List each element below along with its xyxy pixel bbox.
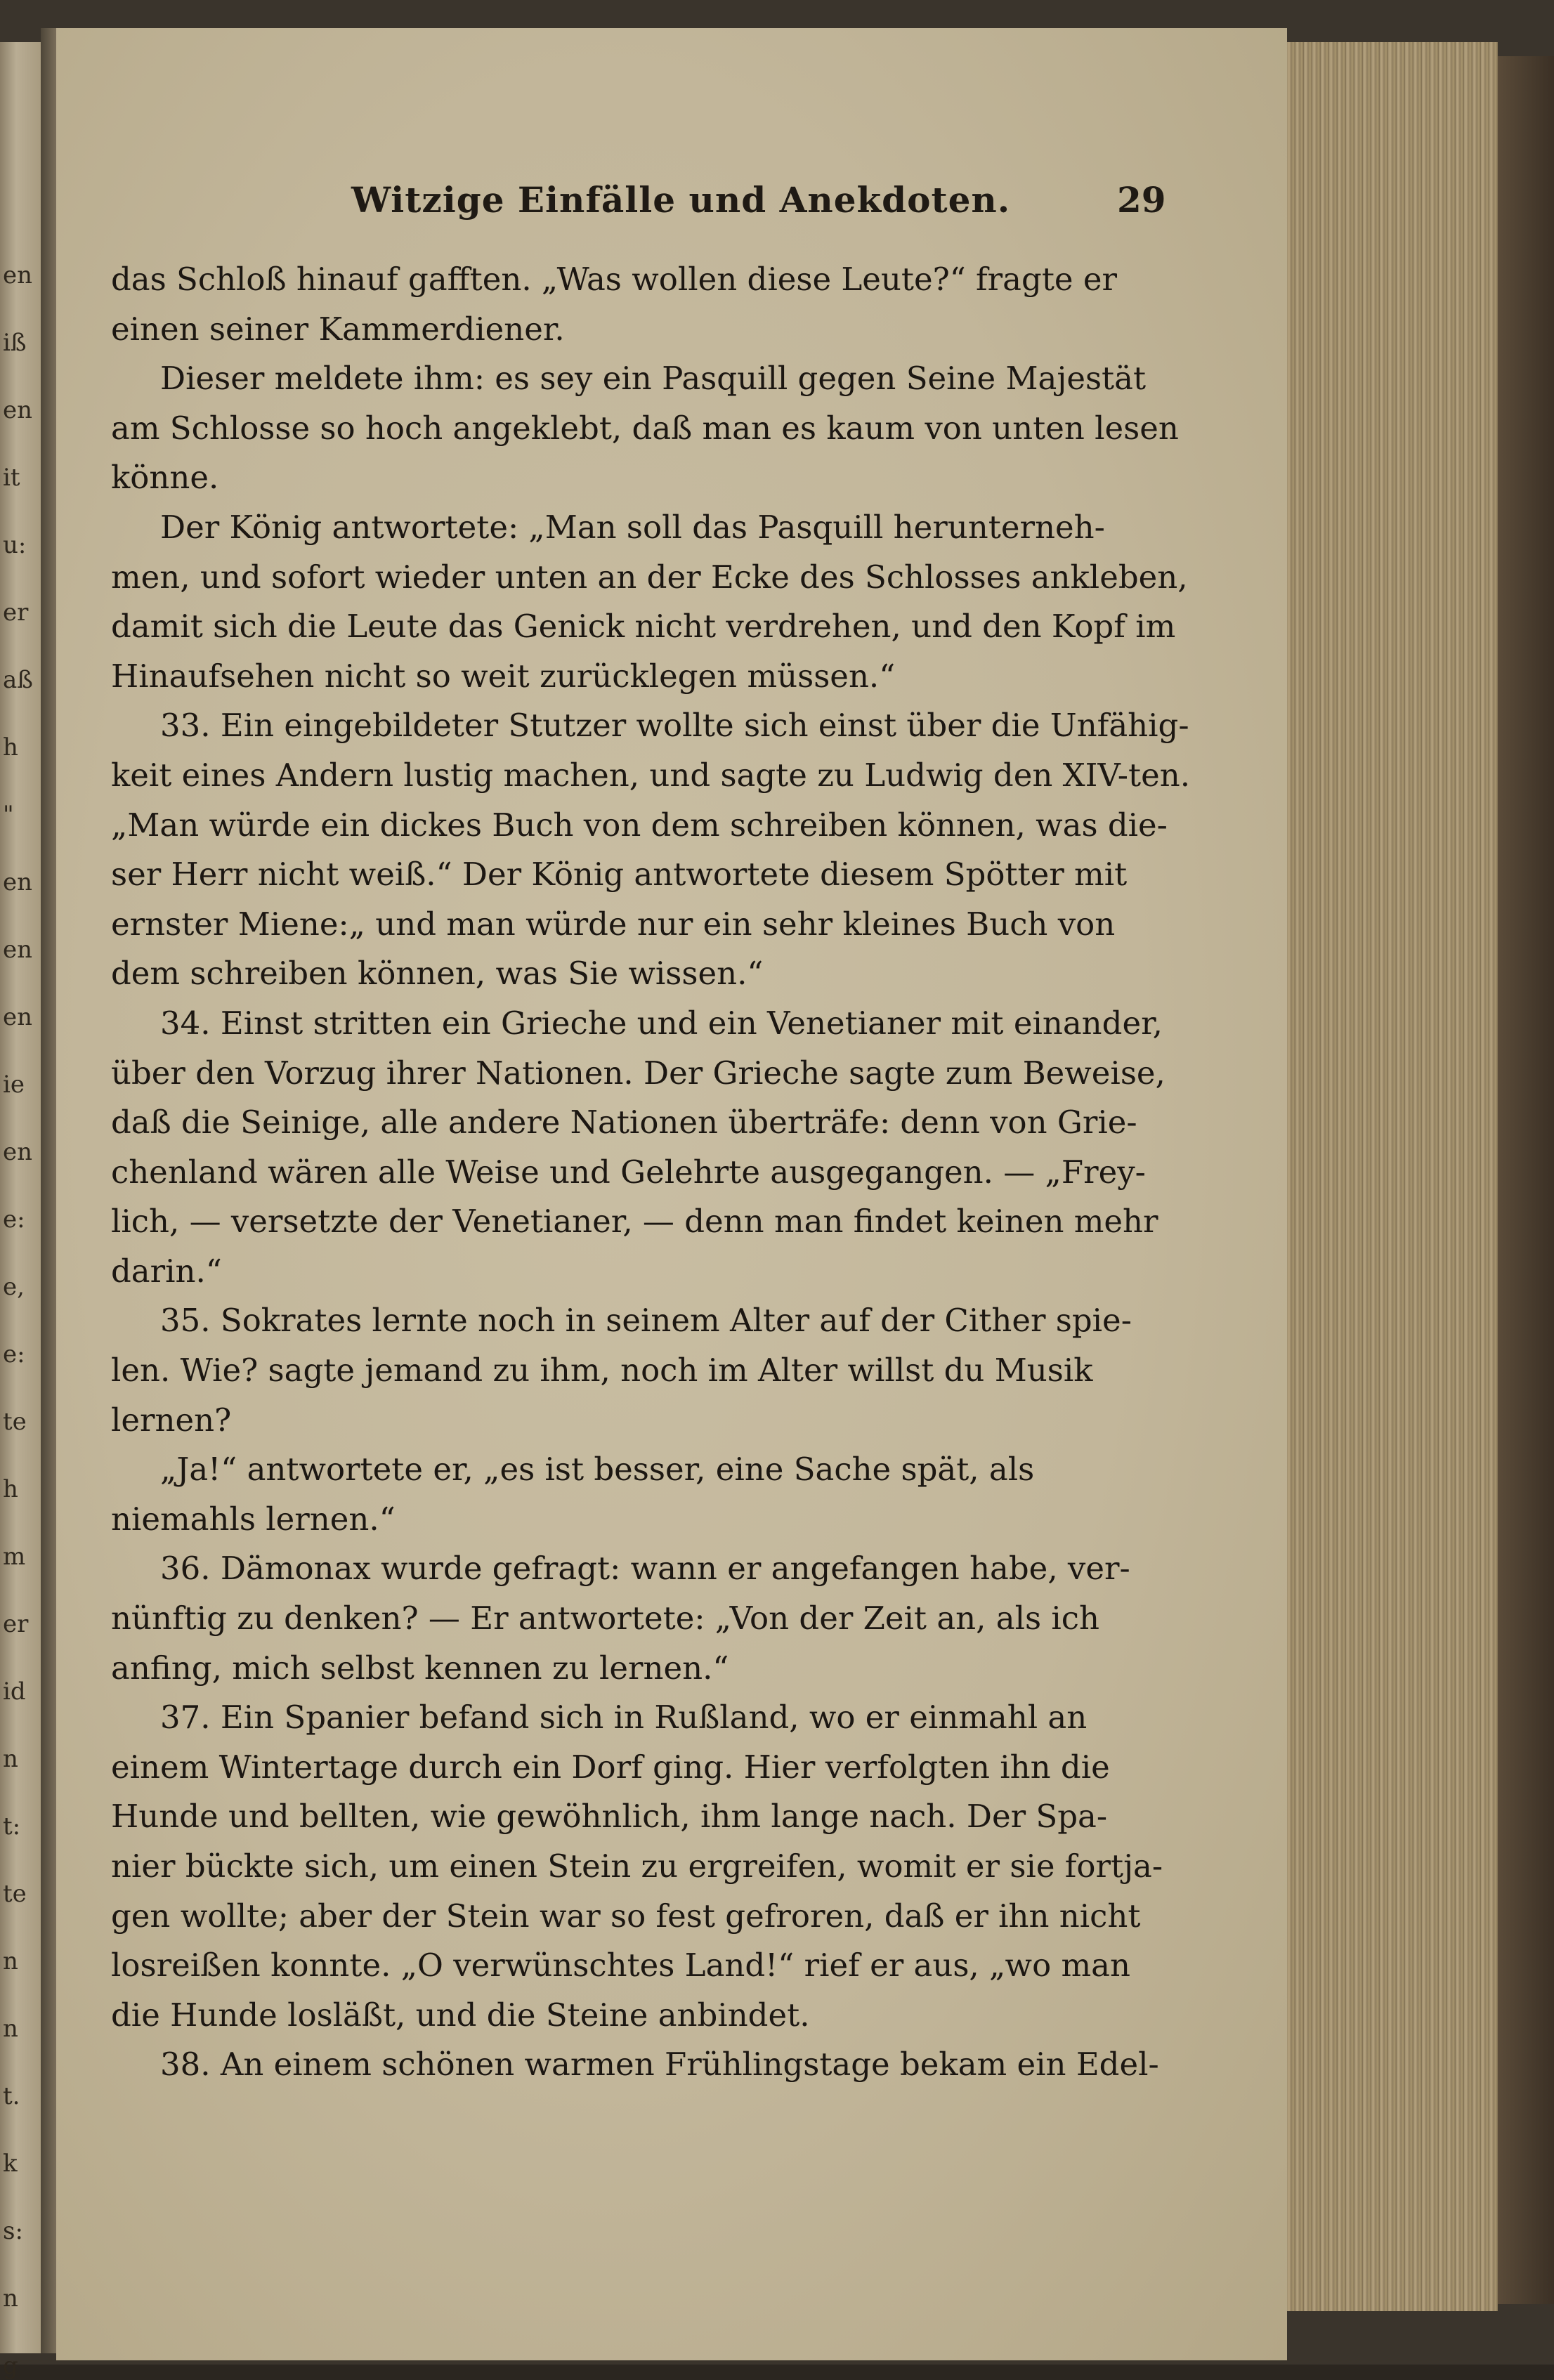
text-line: 33. Ein eingebildeter Stutzer wollte sich einst über die Unfähig- [160, 707, 1189, 745]
text-line: könne. [111, 459, 219, 497]
left-page-fragment: " [3, 801, 14, 829]
left-page-fragment: n [3, 1947, 18, 1975]
text-line: „Ja!“ antwortete er, „es ist besser, eine Sache spät, als [160, 1451, 1035, 1489]
left-page-fragment: n [3, 2015, 18, 2043]
text-line: chenland wären alle Weise und Gelehrte ausgegangen. — „Frey- [111, 1153, 1146, 1191]
left-page-fragment: e, [3, 1273, 25, 1301]
text-line: ser Herr nicht weiß.“ Der König antwortete diesem Spötter mit [111, 856, 1128, 894]
left-page-fragment: e: [3, 1205, 25, 1234]
text-line: einen seiner Kammerdiener. [111, 310, 565, 348]
left-page-fragment: u: [3, 531, 27, 559]
text-line: niemahls lernen.“ [111, 1500, 396, 1538]
left-page-fragment: n [3, 2284, 18, 2313]
text-line: Hinaufsehen nicht so weit zurücklegen müssen.“ [111, 657, 896, 695]
text-line: damit sich die Leute das Genick nicht verdrehen, und den Kopf im [111, 608, 1176, 646]
text-line: 34. Einst stritten ein Grieche und ein Venetianer mit einander, [160, 1004, 1163, 1042]
text-line: „Man würde ein dickes Buch von dem schreiben können, was die- [111, 806, 1168, 844]
left-facing-page-edge [0, 42, 41, 2380]
text-line: 35. Sokrates lernte noch in seinem Alter auf der Cither spie- [160, 1302, 1132, 1340]
left-page-fragment: en [3, 261, 33, 289]
text-line: lernen? [111, 1401, 232, 1439]
left-page-fragment: t: [3, 1812, 21, 1840]
left-page-fragment: it [3, 464, 20, 492]
text-line: dem schreiben können, was Sie wissen.“ [111, 955, 764, 993]
left-page-fragment: s: [3, 2217, 23, 2245]
cover-edge [1498, 56, 1554, 2304]
text-line: daß die Seinige, alle andere Nationen überträfe: denn von Grie- [111, 1104, 1137, 1142]
page-number: 29 [1117, 179, 1166, 221]
text-line: ernster Miene:„ und man würde nur ein sehr kleines Buch von [111, 905, 1116, 943]
text-line: 36. Dämonax wurde gefragt: wann er angefangen habe, ver- [160, 1550, 1130, 1588]
left-page-fragment: e: [3, 1340, 25, 1368]
page [56, 28, 1287, 2360]
left-page-fragment: m [3, 1543, 26, 1571]
left-page-fragment: en [3, 936, 33, 964]
text-line: am Schlosse so hoch angeklebt, daß man es kaum von unten lesen [111, 409, 1179, 447]
left-page-fragment: te [3, 1408, 27, 1436]
left-page-fragment: te [3, 1880, 27, 1908]
left-page-fragment: id [3, 1678, 26, 1706]
left-page-fragment: en [3, 868, 33, 896]
text-line: nünftig zu denken? — Er antwortete: „Von der Zeit an, als ich [111, 1600, 1099, 1637]
left-page-fragment: er [3, 1610, 29, 1638]
left-page-fragment: t. [3, 2082, 20, 2110]
left-page-fragment: en [3, 1138, 33, 1166]
text-line: men, und sofort wieder unten an der Ecke des Schlosses ankleben, [111, 558, 1188, 596]
left-page-fragment: h [3, 1475, 18, 1503]
text-line: gen wollte; aber der Stein war so fest gefroren, daß er ihn nicht [111, 1897, 1141, 1935]
text-line: anfing, mich selbst kennen zu lernen.“ [111, 1649, 729, 1687]
left-page-fragment: en [3, 396, 33, 424]
left-page-fragment: en [3, 1003, 33, 1031]
left-page-fragment: h [3, 733, 18, 761]
text-line: keit eines Andern lustig machen, und sagte zu Ludwig den XIV-ten. [111, 756, 1190, 794]
text-line: Der König antwortete: „Man soll das Pasquill herunterneh- [160, 508, 1105, 546]
left-page-fragment: ie [3, 1071, 25, 1099]
text-line: die Hunde losläßt, und die Steine anbindet. [111, 1996, 810, 2034]
text-line: über den Vorzug ihrer Nationen. Der Grieche sagte zum Beweise, [111, 1054, 1166, 1092]
page-edges [1287, 42, 1498, 2311]
left-page-fragment: aß [3, 666, 33, 694]
book-gutter [41, 28, 56, 2353]
text-line: Hunde und bellten, wie gewöhnlich, ihm lange nach. Der Spa- [111, 1798, 1108, 1836]
left-page-fragment: k [3, 2150, 18, 2178]
left-page-fragment: g [3, 2352, 18, 2380]
text-line: nier bückte sich, um einen Stein zu ergreifen, womit er sie fortja- [111, 1848, 1163, 1885]
left-page-fragment: iß [3, 329, 27, 357]
text-line: einem Wintertage durch ein Dorf ging. Hier verfolgten ihn die [111, 1748, 1110, 1786]
left-page-fragment: n [3, 1745, 18, 1773]
running-head: Witzige Einfälle und Anekdoten. [351, 179, 1011, 221]
text-line: 37. Ein Spanier befand sich in Rußland, wo er einmahl an [160, 1699, 1088, 1737]
text-line: darin.“ [111, 1252, 222, 1290]
text-line: das Schloß hinauf gafften. „Was wollen diese Leute?“ fragte er [111, 261, 1117, 298]
text-line: 38. An einem schönen warmen Frühlingstage bekam ein Edel- [160, 2046, 1159, 2084]
text-line: losreißen konnte. „O verwünschtes Land!“ rief er aus, „wo man [111, 1947, 1130, 1985]
text-line: Dieser meldete ihm: es sey ein Pasquill gegen Seine Majestät [160, 360, 1147, 398]
text-line: len. Wie? sagte jemand zu ihm, noch im Alter willst du Musik [111, 1352, 1093, 1390]
left-page-fragment: er [3, 599, 29, 627]
text-line: lich, — versetzte der Venetianer, — denn man findet keinen mehr [111, 1203, 1158, 1241]
body-text [111, 255, 1207, 2090]
